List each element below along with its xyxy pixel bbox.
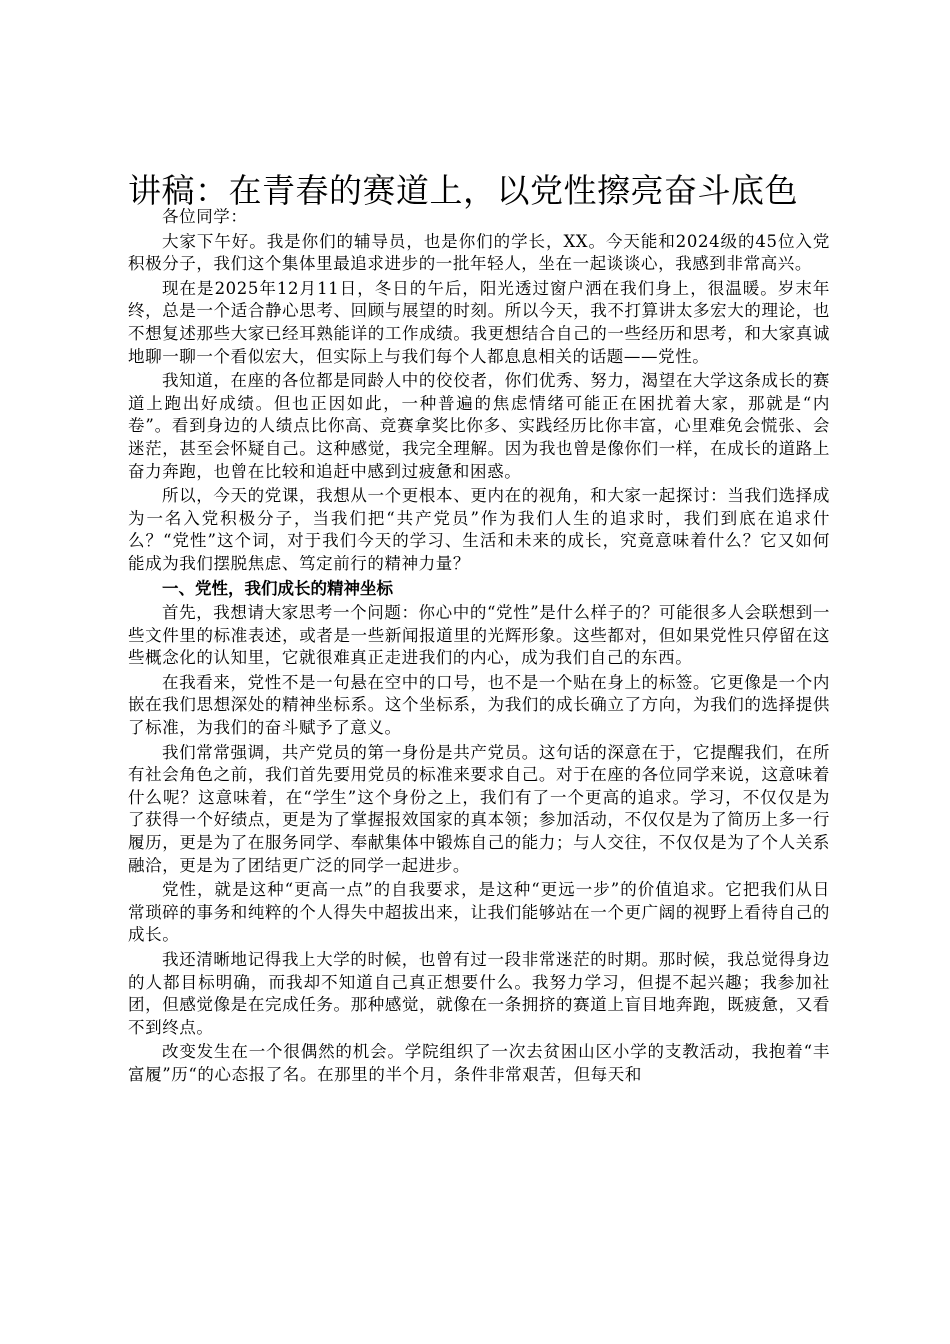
- intro-paragraph-4: 所以，今天的党课，我想从一个更根本、更内在的视角，和大家一起探讨：当我们选择成为一名入党积极分子，当我们把“共产党员”作为我们人生的追求时，我们到底在追求什么？“党性”这个词，对于我们今天的学习、生活和未来的成长，究竟意味着什么？它又如何能成为我们摆脱焦虑、笃定前行的精神力量？: [128, 486, 830, 573]
- section1-paragraph-4: 党性，就是这种“更高一点”的自我要求，是这种“更远一步”的价值追求。它把我们从日常琐碎的事务和纯粹的个人得失中超拔出来，让我们能够站在一个更广阔的视野上看待自己的成长。: [128, 880, 830, 945]
- intro-paragraph-2: 现在是2025年12月11日，冬日的午后，阳光透过窗户洒在我们身上，很温暖。岁末年终，总是一个适合静心思考、回顾与展望的时刻。所以今天，我不打算讲太多宏大的理论，也不想复述那些大家已经耳熟能详的工作成绩。我更想结合自己的一些经历和思考，和大家真诚地聊一聊一个看似宏大，但实际上与我们每个人都息息相关的话题——党性。: [128, 278, 830, 366]
- section1-paragraph-5: 我还清晰地记得我上大学的时候，也曾有过一段非常迷茫的时期。那时候，我总觉得身边的人都目标明确，而我却不知道自己真正想要什么。我努力学习，但提不起兴趣；我参加社团，但感觉像是在完成任务。那种感觉，就像在一条拥挤的赛道上盲目地奔跑，既疲惫，又看不到终点。: [128, 950, 830, 1037]
- section1-paragraph-1: 首先，我想请大家思考一个问题：你心中的“党性”是什么样子的？可能很多人会联想到一些文件里的标准表述，或者是一些新闻报道里的光辉形象。这些都对，但如果党性只停留在这些概念化的认知里，它就很难真正走进我们的内心，成为我们自己的东西。: [128, 603, 830, 668]
- document-title: 讲稿：在青春的赛道上，以党性擦亮奋斗底色: [128, 171, 798, 210]
- document-page: [128, 170, 830, 1089]
- section-heading-1: 一、党性，我们成长的精神坐标: [162, 578, 393, 598]
- intro-paragraph-1: 大家下午好。我是你们的辅导员，也是你们的学长，XX。今天能和2024级的45位入党积极分子，我们这个集体里最追求进步的一批年轻人，坐在一起谈谈心，我感到非常高兴。: [128, 231, 830, 274]
- section1-paragraph-2: 在我看来，党性不是一句悬在空中的口号，也不是一个贴在身上的标签。它更像是一个内嵌在我们思想深处的精神坐标系。这个坐标系，为我们的成长确立了方向，为我们的选择提供了标准，为我们的奋斗赋予了意义。: [128, 672, 830, 738]
- intro-paragraph-3: 我知道，在座的各位都是同龄人中的佼佼者，你们优秀、努力，渴望在大学这条成长的赛道上跑出好成绩。但也正因如此，一种普遍的焦虑情绪可能正在困扰着大家，那就是“内卷”。看到身边的人绩点比你高、竞赛拿奖比你多、实践经历比你丰富，心里难免会慌张、会迷茫，甚至会怀疑自己。这种感觉，我完全理解。因为我也曾是像你们一样，在成长的道路上奋力奔跑，也曾在比较和追赶中感到过疲惫和困惑。: [128, 371, 830, 481]
- section1-paragraph-3: 我们常常强调，共产党员的第一身份是共产党员。这句话的深意在于，它提醒我们，在所有社会角色之前，我们首先要用党员的标准来要求自己。对于在座的各位同学来说，这意味着什么呢？这意味着，在“学生”这个身份之上，我们有了一个更高的追求。学习，不仅仅是为了获得一个好绩点，更是为了掌握报效国家的真本领；参加活动，不仅仅是为了简历上多一行履历，更是为了在服务同学、奉献集体中锻炼自己的能力；与人交往，不仅仅是为了个人关系融洽，更是为了团结更广泛的同学一起进步。: [128, 742, 830, 875]
- salutation: 各位同学：: [162, 207, 248, 226]
- section1-paragraph-6: 改变发生在一个很偶然的机会。学院组织了一次去贫困山区小学的支教活动，我抱着“丰富履”历“的心态报了名。在那里的半个月，条件非常艰苦，但每天和: [128, 1042, 830, 1084]
